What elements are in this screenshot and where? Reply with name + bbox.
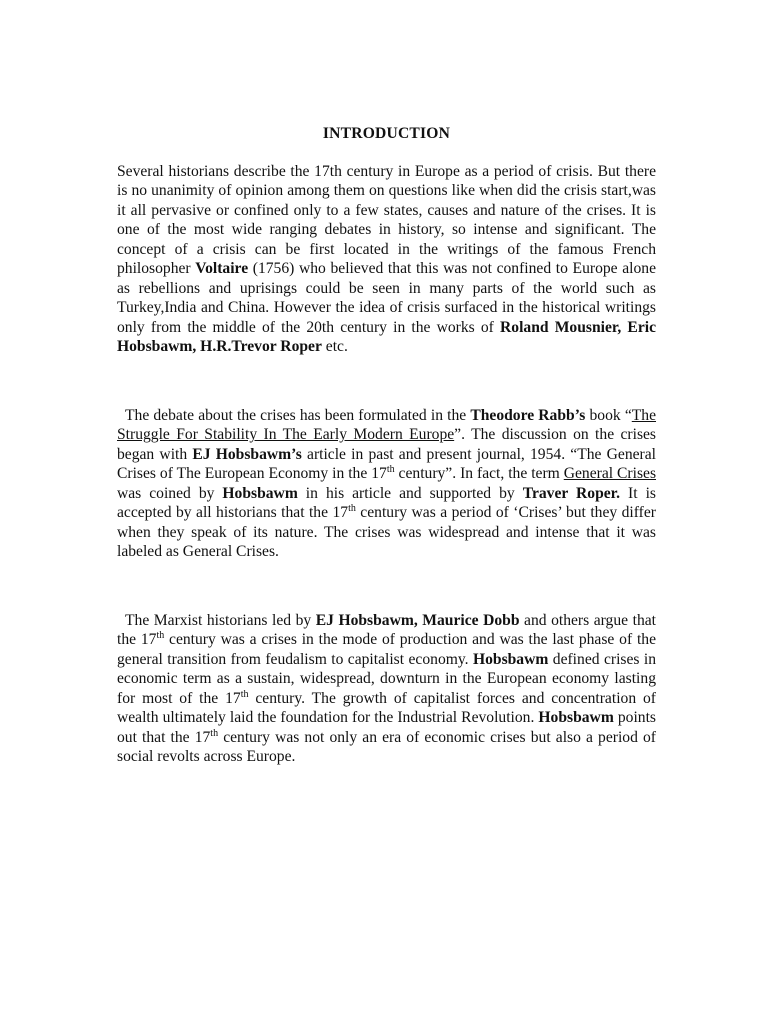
p2-superscript-1: th [386, 463, 395, 475]
p3-text-7: century was not only an era of economic crises but also a period of social revolts across Europe. [117, 728, 656, 765]
p3-text-5: century. The growth of capitalist forces and concentration of wealth ultimately laid the foundation for the Industrial Revolution. [117, 689, 656, 726]
p2-superscript-2: th [348, 502, 356, 514]
p3-bold-hobsbawm-2: Hobsbawm [538, 709, 614, 726]
page-title: INTRODUCTION [322, 125, 451, 142]
p2-text-1: The debate about the crises has been formulated in the [125, 406, 471, 424]
p3-superscript-1: th [156, 629, 165, 641]
p2-bold-hobsbawm-possessive: EJ Hobsbawm’s [192, 445, 302, 463]
paragraph-2 [117, 406, 656, 562]
p2-text-8: It is accepted by all historians that the 17 [117, 484, 656, 521]
p1-bold-historians: Roland Mousnier, Eric Hobsbawm, H.R.Trevor Roper [117, 318, 656, 355]
p2-term-underlined: General Crises [563, 465, 657, 482]
p2-text-3: ”. The discussion on the crises began with [117, 426, 657, 463]
p1-text-2: (1756) who believed that this was not confined to Europe alone as rebellions and uprisings could be seen in many parts of the world such as Turkey,India and China. However the idea of crisis surfaced in the historical writings only from the middle of the 20th century in the works of [117, 260, 656, 336]
p2-text-6: was coined by [117, 484, 223, 502]
p2-text-9: century was a period of ‘Crises’ but they differ when they speak of its nature. The crises was widespread and intense that it was labeled as General Crises. [117, 504, 656, 560]
p3-bold-historians: EJ Hobsbawm, Maurice Dobb [315, 611, 520, 629]
p3-superscript-3: th [210, 727, 219, 739]
p3-text-6: points out that the 17 [117, 709, 656, 746]
p2-bold-roper: Traver Roper. [522, 484, 621, 502]
p2-bold-rabb: Theodore Rabb’s [470, 406, 586, 424]
p1-text-1: Several historians describe the 17th century in Europe as a period of crisis. But there is no unanimity of opinion among them on questions like when did the crisis start,was it all pervasive or confined only to a few states, causes and nature of the crises. It is one of the most wide ranging debates in history, so intense and significant. The concept of a crisis can be first located in the writings of the famous French philosopher [117, 162, 656, 277]
p2-text-2: book “ [585, 406, 632, 424]
p3-bold-hobsbawm-1: Hobsbawm [472, 650, 549, 668]
p2-bold-hobsbawm: Hobsbawm [222, 484, 298, 502]
p2-book-title-underlined: The Struggle For Stability In The Early Modern Europe [117, 406, 657, 443]
p3-text-2: and others argue that the 17 [117, 611, 656, 648]
p2-text-4: article in past and present journal, 1954. “The General Crises of The European Economy in the 17 [117, 445, 656, 482]
p3-text-3: century was a crises in the mode of production and was the last phase of the general transition from feudalism to capitalist economy. [117, 631, 656, 668]
paragraph-1 [117, 162, 656, 357]
p1-bold-voltaire: Voltaire [195, 260, 249, 277]
p1-text-3: etc. [321, 338, 348, 355]
p2-text-5: century”. In fact, the term [394, 465, 564, 482]
p2-text-7: in his article and supported by [297, 484, 523, 502]
p3-text-4: defined crises in economic term as a sustain, widespread, downturn in the European economy lasting for most of the 17 [117, 650, 656, 707]
document-body [117, 124, 656, 767]
p3-superscript-2: th [240, 688, 249, 700]
p3-text-1: The Marxist historians led by [125, 611, 316, 629]
paragraph-3 [117, 611, 656, 767]
